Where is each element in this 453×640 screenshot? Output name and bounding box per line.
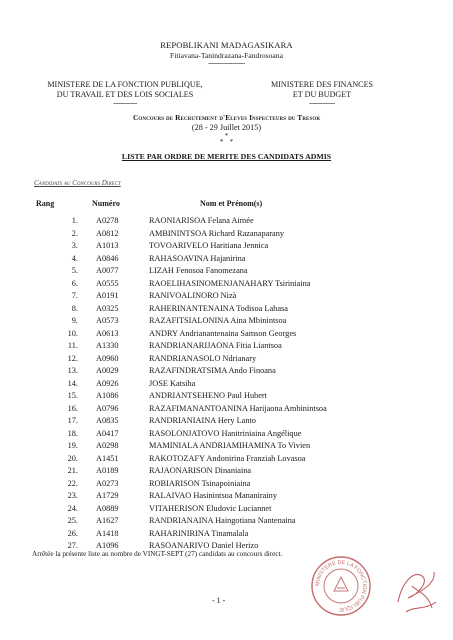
number-cell: A1627 [96, 516, 119, 525]
name-cell: ROBIARISON Tsinapoiniaina [149, 478, 251, 488]
number-cell: A0889 [96, 503, 119, 513]
ministry-right-line1: MINISTERE DES FINANCES [270, 80, 374, 89]
rank-cell: 25. [67, 516, 78, 525]
rank-cell: 14. [67, 378, 78, 388]
number-cell: A0278 [96, 216, 119, 225]
table-row [0, 428, 453, 441]
column-header-name: Nom et Prénom(s) [200, 199, 263, 208]
section-label: Candidats au Concours Direct [34, 179, 121, 187]
table-row [0, 478, 453, 491]
table-row [0, 528, 453, 541]
table-row [0, 390, 453, 403]
star-left: * [219, 138, 224, 146]
number-cell: A0555 [96, 278, 119, 288]
table-row [0, 403, 453, 416]
name-cell: RAONIARISOA Felana Aimée [149, 216, 254, 225]
rank-cell: 6. [71, 278, 78, 288]
name-cell: RANDRIANASOLO Ndrianary [149, 353, 257, 363]
name-cell: TOVOARIVELO Haritiana Jennica [149, 241, 269, 250]
name-cell: RASOANARIVO Daniel Herizo [149, 541, 259, 550]
number-cell: A1330 [96, 341, 119, 350]
rank-cell: 20. [67, 453, 78, 463]
number-cell: A0926 [96, 378, 119, 388]
stamp-text: MINISTERE DE LA FONCTION PUBLIQUE [314, 559, 368, 613]
rank-cell: 4. [71, 253, 78, 263]
table-row [0, 453, 453, 466]
name-cell: RANDRIANARIJAONA Fitia Liantsoa [149, 341, 282, 350]
table-row [0, 415, 453, 428]
name-cell: RALAIVAO Hasinintsoa Mananirainy [149, 491, 277, 500]
name-cell: RAHASOAVINA Hajanirina [149, 253, 246, 263]
svg-text:MINISTERE DE LA FONCTION PUBLI [315, 560, 367, 612]
ministry-left-separator: ------------- [113, 99, 137, 108]
closing-statement: Arrêtée la présente liste au nombre de VINGT-SEPT (27) candidats au concours direct. [32, 550, 283, 558]
ministry-right-line2: ET DU BUDGET [292, 89, 352, 99]
list-title: LISTE PAR ORDRE DE MERITE DES CANDIDATS ADMIS [121, 152, 332, 161]
table-row [0, 253, 453, 266]
table-row [0, 303, 453, 316]
number-cell: A0077 [96, 266, 119, 275]
rank-cell: 9. [71, 316, 78, 325]
number-cell: A1729 [96, 491, 119, 500]
number-cell: A0191 [96, 291, 119, 300]
table-row [0, 340, 453, 353]
name-cell: RAZAFINDRATSIMA Ando Finoana [149, 366, 276, 375]
concours-dates: (28 - 29 Juillet 2015) [191, 123, 262, 132]
name-cell: RAHARINIRINA Tinamalala [149, 528, 249, 538]
table-row [0, 465, 453, 478]
table-row [0, 490, 453, 503]
table-row [0, 240, 453, 253]
name-cell: ANDRIANTSEHENO Paul Hubert [149, 391, 267, 400]
number-cell: A0846 [96, 253, 119, 263]
rank-cell: 16. [67, 403, 78, 413]
rank-cell: 2. [71, 228, 78, 238]
name-cell: RAZAFIMANANTOANINA Harijaona Ambinintsoa [149, 403, 327, 413]
national-motto: Fitiavana-Tanindrazana-Fandrosoana [170, 51, 283, 60]
star-ornament-top: * [224, 132, 229, 140]
table-row [0, 378, 453, 391]
name-cell: AMBININTSOA Richard Razanaparany [149, 228, 285, 238]
name-cell: RAOELIHASINOMENJANAHARY Tsiriniaina [149, 278, 311, 288]
number-cell: A1451 [96, 453, 119, 463]
number-cell: A0417 [96, 428, 119, 438]
rank-cell: 15. [67, 391, 78, 400]
table-row [0, 365, 453, 378]
name-cell: JOSE Katsiha [149, 378, 196, 388]
rank-cell: 3. [71, 241, 78, 250]
page-number: - 1 - [212, 596, 226, 605]
column-header-rank: Rang [36, 199, 55, 208]
ministry-left-block [40, 80, 210, 107]
rank-cell: 23. [67, 491, 78, 500]
name-cell: RAHERINANTENAINA Todisoa Lahasa [149, 303, 288, 313]
rank-cell: 21. [67, 466, 78, 475]
rank-cell: 13. [67, 366, 78, 375]
name-cell: ANDRY Andrianantenaina Samson Georges [149, 328, 297, 338]
number-cell: A0812 [96, 228, 119, 238]
rank-cell: 1. [71, 216, 78, 225]
number-cell: A0325 [96, 303, 119, 313]
number-cell: A0835 [96, 416, 119, 425]
signature-icon [392, 562, 442, 624]
ministry-left-line1: MINISTERE DE LA FONCTION PUBLIQUE, [47, 80, 203, 89]
number-cell: A1086 [96, 391, 119, 400]
table-row [0, 265, 453, 278]
number-cell: A1418 [96, 528, 119, 538]
table-row [0, 228, 453, 241]
name-cell: RAKOTOZAFY Andonirina Franziah Lovasoa [149, 453, 306, 463]
number-cell: A0273 [96, 478, 119, 488]
rank-cell: 24. [67, 503, 78, 513]
rank-cell: 12. [67, 353, 78, 363]
rank-cell: 18. [67, 428, 78, 438]
number-cell: A0298 [96, 441, 119, 450]
name-cell: RAZAFITSIALONINA Aina Mbinintsoa [149, 316, 287, 325]
rank-cell: 19. [67, 441, 78, 450]
number-cell: A0613 [96, 328, 119, 338]
ministry-right-separator: -------------- [309, 99, 335, 108]
ministry-left-line2: DU TRAVAIL ET DES LOIS SOCIALES [56, 89, 194, 99]
table-row [0, 503, 453, 516]
table-row [0, 440, 453, 453]
name-cell: RANDRIANIAINA Hery Lanto [149, 416, 256, 425]
candidates-list [0, 215, 453, 553]
number-cell: A0029 [96, 366, 119, 375]
rank-cell: 27. [67, 541, 78, 550]
rank-cell: 17. [67, 416, 78, 425]
rank-cell: 10. [67, 328, 78, 338]
name-cell: LIZAH Fenosoa Fanomezana [149, 266, 248, 275]
concours-title: Concours de Recrutement d'Eleves Inspecteurs du Tresor [132, 113, 321, 122]
rank-cell: 22. [67, 478, 78, 488]
rank-cell: 8. [71, 303, 78, 313]
column-header-number: Numéro [92, 199, 120, 208]
name-cell: RANDRIANAINA Haingotiana Nantenaina [149, 516, 296, 525]
number-cell: A0573 [96, 316, 119, 325]
name-cell: RAJAONARISON Dinaniaina [149, 466, 252, 475]
star-ornament-bottom [0, 139, 453, 146]
table-row [0, 315, 453, 328]
number-cell: A0189 [96, 466, 119, 475]
header-separator: -------------------- [208, 59, 245, 67]
ministry-right-block [247, 80, 397, 107]
rank-cell: 26. [67, 528, 78, 538]
name-cell: MAMINIALA ANDRIAMIHAMINA To Vivien [149, 441, 311, 450]
name-cell: RANIVOALINORO Nizà [149, 291, 237, 300]
republic-header: REPOBLIKANI MADAGASIKARA [160, 40, 293, 50]
name-cell: VITAHERISON Eludovic Luciannet [149, 503, 272, 513]
table-row [0, 328, 453, 341]
table-row [0, 290, 453, 303]
name-cell: RASOLONJATOVO Hanitriniaina Angélique [149, 428, 302, 438]
number-cell: A0960 [96, 353, 119, 363]
table-row [0, 353, 453, 366]
rank-cell: 11. [67, 341, 78, 350]
rank-cell: 5. [71, 266, 78, 275]
number-cell: A0796 [96, 403, 119, 413]
table-row [0, 515, 453, 528]
rank-cell: 7. [71, 291, 78, 300]
number-cell: A1096 [96, 541, 119, 550]
number-cell: A1013 [96, 241, 119, 250]
star-right: * [229, 138, 234, 146]
official-stamp-icon [310, 555, 372, 617]
table-row [0, 215, 453, 228]
table-row [0, 278, 453, 291]
